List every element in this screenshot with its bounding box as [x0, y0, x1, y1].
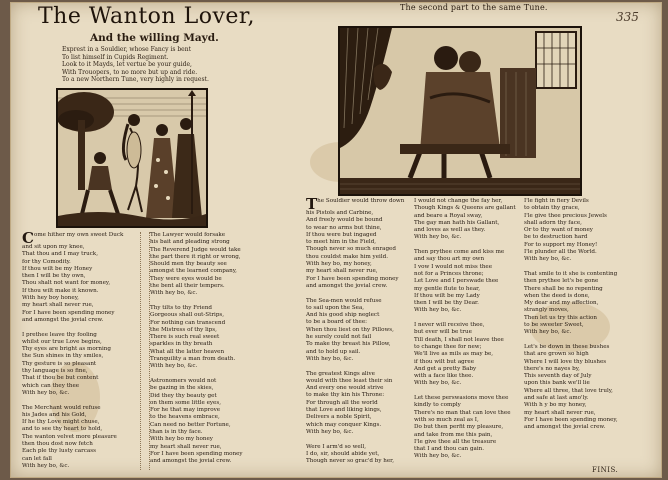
verse-line — [150, 298, 290, 305]
verse-line: and to hold up sail. — [306, 348, 361, 355]
verse-line: to be a board of thee: — [306, 319, 368, 326]
verse-line: For I have been spending money, — [524, 416, 618, 423]
verse-line: his Pistols and Carbine, — [306, 210, 374, 216]
verse-line: With hey bo, &c. — [414, 307, 462, 314]
verse-line: not for a Princes throne; — [414, 270, 484, 277]
verse-line: Delivers a noble Spirit, — [306, 414, 372, 421]
verse-line: be gazing in the skies, — [150, 385, 214, 392]
verse-line: my gentle flute to hear, — [414, 285, 481, 292]
verse-line: And get a pretty Baby — [414, 365, 477, 372]
verse-line: Can need no better Fortune, — [150, 421, 231, 428]
verse-line: then prythee let's be gone — [524, 278, 599, 285]
verse-line: would with thee least their sin — [306, 377, 393, 384]
verse-line: whilst our true Love begins, — [22, 338, 102, 345]
verse-line: With hey bo, &c. — [524, 256, 572, 263]
verse-line: If he thy Love might chuse, — [22, 419, 100, 426]
verse-line: There is such real sweet — [150, 334, 220, 341]
intro-line: Look to it Mayds, let vertue be your guide, — [62, 61, 192, 69]
verse-line: Though never so much enraged — [306, 246, 396, 253]
verse-line: thy language is so fine, — [22, 368, 88, 375]
column-divider — [140, 232, 150, 470]
verse-line: and amongst the jovial crew. — [22, 316, 104, 323]
verse-line: If thou were but ingaged — [306, 231, 377, 238]
verse-line: With hey bo my honey — [150, 436, 213, 443]
verse-line: They were eyes would be — [150, 275, 222, 282]
verse-line: With hey bo, my honey, — [306, 261, 372, 268]
intro-line: To a new Northern Tune, very highly in request. — [62, 76, 209, 84]
verse-line — [414, 388, 526, 395]
verse-line: be to destruction hard — [524, 234, 588, 241]
verse-line: Let Love and I perswade thee — [414, 278, 499, 285]
verse-line: There shall be no repenting — [524, 285, 603, 292]
verse-line: And every one would strive — [306, 385, 384, 392]
verse-line: That thou and I may truck, — [22, 251, 98, 258]
verse-line: We'll live as mils as may be, — [414, 351, 494, 358]
verse-line: and safe at last amo'ly. — [524, 395, 589, 402]
verse-line: The gay man hath his Gallant, — [414, 219, 500, 226]
verse-line: I'le plunder all the World. — [524, 249, 597, 256]
verse-line — [22, 397, 142, 404]
verse-line: If thou wilt be my Lady — [414, 292, 480, 299]
verse-line: Let these perswasions move thee — [414, 395, 509, 402]
verse-line — [524, 264, 652, 271]
verse-line: than is in thy face. — [150, 429, 203, 436]
ballad-title: The Wanton Lover, — [38, 4, 255, 29]
page-number: 335 — [616, 10, 639, 24]
drop-capital: T — [306, 195, 318, 213]
verse-line: and loves as well as they. — [414, 227, 486, 234]
verse-line: Do but then perfit my pleasure, — [414, 424, 504, 431]
finis-label: FINIS. — [592, 466, 619, 474]
verse-line: For through all the world — [306, 399, 378, 406]
verse-line: With hey bo, &c. — [22, 462, 70, 469]
verse-line: and to see thy heart to hold, — [22, 426, 103, 433]
verse-line: With hey bo, &c. — [524, 329, 572, 336]
verse-line: if thou wilt but agree — [414, 358, 475, 365]
verse-line: I would not change the fay her, — [414, 198, 503, 204]
verse-line — [414, 242, 526, 249]
verse-line: Then let us try this action — [524, 314, 598, 321]
verse-line: to be sweeter Sweet, — [524, 322, 584, 329]
verse-line: There's no man that can love thee — [414, 409, 511, 416]
verse-line: and say thou art my own — [414, 256, 485, 263]
verse-line: The wanton velvet more pleasure — [22, 433, 117, 440]
verse-line: that I and thou can gain. — [414, 446, 485, 453]
verse-line: Did they thy beauty get — [150, 392, 217, 399]
verse-line: to sail upon the Sea, — [306, 304, 365, 311]
verse-line: I never will receive thee, — [414, 322, 485, 329]
verse-line: and take from me this pain, — [414, 431, 493, 438]
verse-line: For nothing can transcend — [150, 319, 226, 326]
verse-line: With hey bo, &c. — [150, 363, 198, 370]
verse-line: his Jades and his Gold, — [22, 411, 87, 418]
verse-line: sparkles in thy breath — [150, 341, 213, 348]
verse-line: What all the latter heaven — [150, 348, 225, 355]
verse-line: to change thee for new; — [414, 343, 482, 350]
intro-line: To list himself in Cupids Regiment. — [62, 53, 169, 61]
verse-line: If thou wilt make it known. — [22, 287, 99, 294]
verse-line: Thy gesture is so pleasant — [22, 360, 97, 367]
verse-line: that Love and liking kings, — [306, 407, 382, 414]
verse-line: Though Kings & Queens are gallant — [414, 205, 516, 212]
verse-line: Thou shalt not want for money, — [22, 280, 111, 287]
verse-line: to obtain thy grace, — [524, 205, 580, 212]
ballad-intro — [62, 46, 232, 84]
verse-line — [150, 371, 290, 378]
verse-line: My dear and my affection, — [524, 300, 599, 307]
verse-line: to make thy kin his Throne: — [306, 392, 385, 399]
intro-line: Exprest in a Souldier, whose Fancy is bent — [62, 46, 192, 53]
verse-line: the part there it right or wrong, — [150, 253, 241, 260]
verse-line: I'le give thee all the treasure — [414, 438, 497, 445]
verse-line: with a face like thee. — [414, 373, 474, 380]
verse-line: Each ple thy lusty carcass — [22, 448, 96, 455]
verse-line: to meet him in the Field, — [306, 239, 377, 246]
verse-line: and beare a Royal sway, — [414, 212, 483, 219]
stanza-column-4 — [414, 198, 526, 461]
verse-line: to wear no arms but thine, — [306, 224, 382, 231]
verse-line: With hey bo, &c. — [22, 389, 70, 396]
stanza-column-1 — [22, 229, 142, 470]
verse-line: thou couldst make him yeild. — [306, 253, 388, 260]
verse-line: to the heavens embrace, — [150, 414, 220, 421]
verse-line: Thy tilts to thy Friend — [150, 304, 213, 311]
verse-line: For he that may improve — [150, 407, 221, 414]
verse-line: the Mistress of thy lips, — [150, 326, 217, 333]
verse-line: The Sea-men would refuse — [306, 297, 382, 304]
woodcut-couple-bed-drawing — [340, 28, 580, 194]
verse-line: strangly moves, — [524, 307, 569, 314]
verse-line: With hey bo, &c. — [150, 290, 198, 297]
verse-line: Where I will love thy blushes — [524, 358, 607, 365]
second-part-heading: The second part to the same Tune. — [400, 3, 548, 12]
verse-line: Were I arm'd so well, — [306, 443, 367, 450]
verse-line: with so much zeal as I, — [414, 416, 479, 423]
verse-line: which may conquer Kings. — [306, 421, 382, 428]
verse-line: and amongst the jovial crew. — [150, 458, 232, 465]
verse-line: The greatest Kings alive — [306, 370, 375, 377]
verse-line: For I have been spending money — [150, 450, 243, 457]
verse-line: the bent all their tempers. — [150, 283, 225, 290]
verse-line: on them some little eyes, — [150, 399, 222, 406]
verse-line: he surely could not fail — [306, 334, 372, 341]
verse-line: For I have been spending money — [22, 309, 115, 316]
verse-line: I'le fight in fiery Devils — [524, 198, 589, 204]
verse-line: for thy Comodity. — [22, 258, 71, 265]
verse-line: With hey bo, &c. — [306, 355, 354, 362]
verse-line: but ever will be true — [414, 329, 472, 336]
verse-line: Or to thy want of money — [524, 227, 593, 234]
verse-line: amongst the learned company, — [150, 268, 237, 275]
verse-line: Till death, I shall not leave thee — [414, 336, 504, 343]
verse-line — [306, 436, 416, 443]
verse-line: my heart shall never rue, — [306, 268, 378, 275]
verse-line: my heart shall never rue, — [22, 302, 94, 309]
verse-line — [524, 337, 652, 344]
drop-capital: C — [22, 229, 34, 247]
verse-line: I vow I would not miss thee — [414, 263, 493, 270]
verse-line: and sit upon my knee, — [22, 244, 85, 250]
verse-line: kindly to comply — [414, 402, 461, 409]
verse-line: With hey boy honey, — [22, 295, 79, 302]
verse-line — [414, 315, 526, 322]
verse-line: shall adorn thy face, — [524, 219, 582, 226]
verse-line: then I will be thy own, — [22, 273, 86, 280]
verse-line: With h y bo my honey, — [524, 402, 587, 409]
verse-line: Astronomers would not — [150, 377, 217, 384]
ballad-subtitle: And the willing Mayd. — [90, 32, 219, 44]
woodcut-lovers-garden-icon — [56, 88, 208, 228]
verse-line: Then prythee come and kiss me — [414, 249, 505, 256]
verse-line: Though never so grac'd by her, — [306, 458, 395, 465]
verse-line: and amongst the jovial crew. — [524, 424, 606, 431]
stanza-column-3 — [306, 195, 416, 465]
verse-line: Where all three, that love truly, — [524, 387, 613, 394]
verse-line: This seventh day of July — [524, 373, 592, 380]
verse-line: With hey bo, &c. — [414, 453, 462, 460]
verse-line: Gorgeous shall out-Strips, — [150, 312, 225, 319]
verse-line: the Sun shines in thy smiles, — [22, 353, 104, 360]
woodcut-lovers-garden-drawing — [58, 90, 206, 226]
verse-line: Thy eyes are bright as morning — [22, 346, 111, 353]
verse-line: when the deed is done, — [524, 292, 590, 299]
verse-line: upon this bank we'll lie — [524, 380, 590, 387]
verse-line: With hey bo, &c. — [306, 428, 354, 435]
stanza-column-2 — [150, 232, 290, 466]
verse-line: I'le give thee precious Jewels — [524, 212, 607, 219]
verse-line: For I have been spending money — [306, 275, 399, 282]
verse-line: With hey bo, &c. — [414, 380, 462, 387]
verse-line: he Souldier would throw down — [317, 198, 405, 204]
verse-line: then I will be thy Dear. — [414, 300, 479, 307]
verse-line: ome hither my own sweet Duck — [33, 232, 124, 238]
verse-line: And freely would be bound — [306, 217, 383, 224]
verse-line: can let fall — [22, 455, 52, 462]
verse-line: which can they thee — [22, 382, 80, 389]
intro-line: With Trouopers, to no more but up and ride. — [62, 68, 198, 76]
verse-line: If thou wilt be my Honey — [22, 265, 93, 272]
verse-line — [306, 290, 416, 297]
verse-line: To make thy breast his Pillow, — [306, 341, 391, 348]
verse-line: I prethee leave thy fooling — [22, 331, 97, 338]
verse-line: The Reverend Judge would take — [150, 246, 241, 253]
verse-line: his bait and pleading strong — [150, 239, 230, 246]
verse-line: then thou dost now fetch — [22, 441, 93, 448]
verse-line: When thou liest on thy Pillows, — [306, 326, 394, 333]
verse-line — [306, 363, 416, 370]
verse-line: And his good ship neglect — [306, 312, 380, 319]
verse-line: For to support my Honey! — [524, 241, 598, 248]
woodcut-couple-bed-icon — [338, 26, 582, 196]
verse-line: and amongst the jovial crew. — [306, 282, 388, 289]
verse-line: my heart shall never rue, — [524, 409, 596, 416]
verse-line: The Lawyer would forsake — [150, 232, 226, 238]
verse-line: my heart shall never rue, — [150, 443, 222, 450]
verse-line: Tranquility a man from death. — [150, 356, 236, 363]
verse-line — [22, 324, 142, 331]
verse-line: That if thou be but content — [22, 375, 99, 382]
verse-line: With hey bo, &c. — [414, 234, 462, 241]
verse-line: Let's be down in these bushes — [524, 343, 610, 350]
verse-line: I do, sir, should abide yet, — [306, 450, 380, 457]
verse-line: that are grown so high — [524, 351, 589, 358]
stanza-column-5 — [524, 198, 652, 432]
verse-line: there's no nayes by, — [524, 365, 580, 372]
verse-line: That smile to it she is contenting — [524, 270, 618, 277]
verse-line: The Merchant would refuse — [22, 404, 101, 411]
verse-line: Should men thy beauty see — [150, 261, 227, 268]
